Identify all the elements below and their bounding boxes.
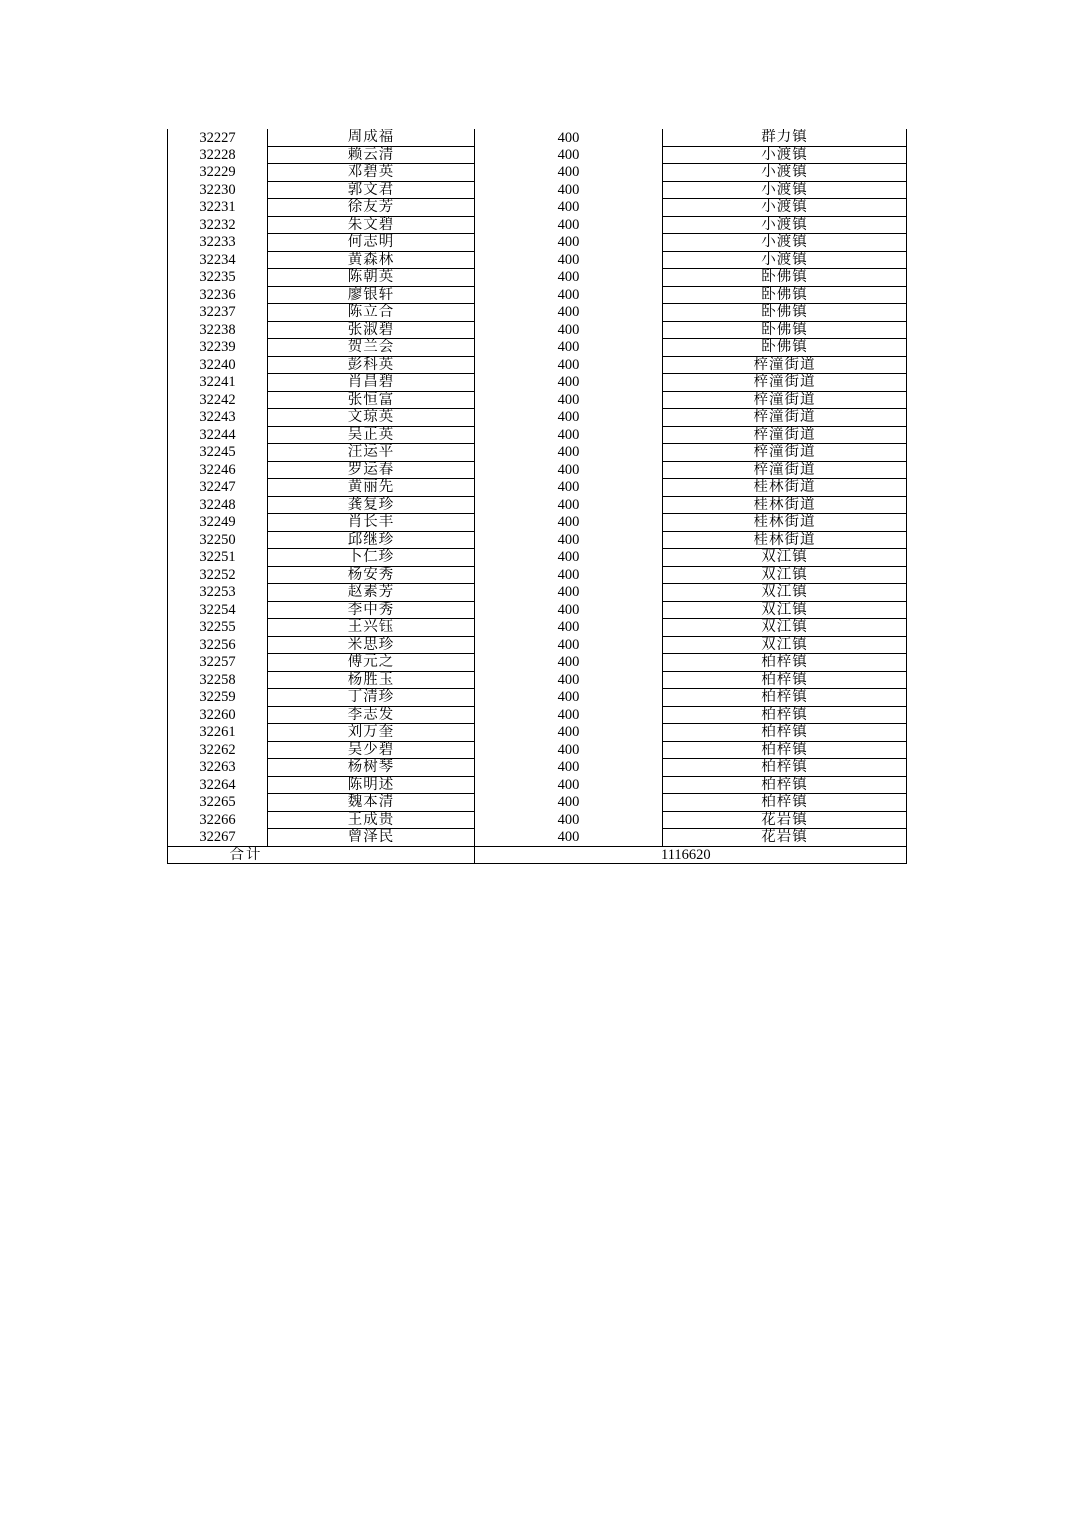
- table-row: [168, 741, 907, 759]
- town-cell: 卧佛镇: [663, 339, 907, 357]
- name-cell: 肖昌碧: [268, 374, 475, 392]
- amount-cell: 400: [475, 514, 663, 532]
- table-row: [168, 776, 907, 794]
- name-cell: 赵素芳: [268, 584, 475, 602]
- amount-cell: 400: [475, 286, 663, 304]
- id-cell: 32257: [168, 654, 268, 672]
- amount-cell: 400: [475, 216, 663, 234]
- total-label: 合计: [168, 846, 475, 864]
- name-cell: 汪运平: [268, 444, 475, 462]
- table-row: [168, 199, 907, 217]
- name-cell: 文琼英: [268, 409, 475, 427]
- town-cell: 花岩镇: [663, 829, 907, 847]
- amount-cell: 400: [475, 199, 663, 217]
- town-cell: 小渡镇: [663, 251, 907, 269]
- name-cell: 吴正英: [268, 426, 475, 444]
- amount-cell: 400: [475, 724, 663, 742]
- amount-cell: 400: [475, 706, 663, 724]
- town-cell: 群力镇: [663, 129, 907, 146]
- name-cell: 彭科英: [268, 356, 475, 374]
- name-cell: 郭文君: [268, 181, 475, 199]
- amount-cell: 400: [475, 479, 663, 497]
- town-cell: 桂林街道: [663, 496, 907, 514]
- name-cell: 刘万奎: [268, 724, 475, 742]
- town-cell: 双江镇: [663, 566, 907, 584]
- town-cell: 小渡镇: [663, 181, 907, 199]
- amount-cell: 400: [475, 636, 663, 654]
- name-cell: 王成贵: [268, 811, 475, 829]
- name-cell: 张恒富: [268, 391, 475, 409]
- table-row: [168, 444, 907, 462]
- table-row: [168, 234, 907, 252]
- table-row: [168, 251, 907, 269]
- amount-cell: 400: [475, 741, 663, 759]
- table-body: [168, 129, 907, 864]
- town-cell: 双江镇: [663, 549, 907, 567]
- table-row: [168, 584, 907, 602]
- id-cell: 32264: [168, 776, 268, 794]
- town-cell: 梓潼街道: [663, 391, 907, 409]
- id-cell: 32239: [168, 339, 268, 357]
- subsidy-table: [167, 129, 907, 864]
- name-cell: 杨胜玉: [268, 671, 475, 689]
- name-cell: 贺兰会: [268, 339, 475, 357]
- name-cell: 陈明述: [268, 776, 475, 794]
- town-cell: 花岩镇: [663, 811, 907, 829]
- name-cell: 卜仁珍: [268, 549, 475, 567]
- town-cell: 桂林街道: [663, 531, 907, 549]
- table-row: [168, 216, 907, 234]
- id-cell: 32238: [168, 321, 268, 339]
- town-cell: 柏梓镇: [663, 671, 907, 689]
- table-row: [168, 181, 907, 199]
- amount-cell: 400: [475, 461, 663, 479]
- table-row: [168, 531, 907, 549]
- amount-cell: 400: [475, 321, 663, 339]
- amount-cell: 400: [475, 251, 663, 269]
- table-row: [168, 514, 907, 532]
- town-cell: 柏梓镇: [663, 794, 907, 812]
- town-cell: 梓潼街道: [663, 409, 907, 427]
- id-cell: 32244: [168, 426, 268, 444]
- name-cell: 黄丽先: [268, 479, 475, 497]
- name-cell: 龚复珍: [268, 496, 475, 514]
- table-row: [168, 601, 907, 619]
- table-row: [168, 339, 907, 357]
- town-cell: 小渡镇: [663, 164, 907, 182]
- id-cell: 32248: [168, 496, 268, 514]
- amount-cell: 400: [475, 794, 663, 812]
- table-row: [168, 549, 907, 567]
- town-cell: 双江镇: [663, 601, 907, 619]
- id-cell: 32250: [168, 531, 268, 549]
- id-cell: 32255: [168, 619, 268, 637]
- name-cell: 朱文碧: [268, 216, 475, 234]
- amount-cell: 400: [475, 566, 663, 584]
- id-cell: 32254: [168, 601, 268, 619]
- amount-cell: 400: [475, 164, 663, 182]
- amount-cell: 400: [475, 129, 663, 146]
- table-row: [168, 286, 907, 304]
- town-cell: 卧佛镇: [663, 286, 907, 304]
- name-cell: 李中秀: [268, 601, 475, 619]
- table-row: [168, 164, 907, 182]
- id-cell: 32240: [168, 356, 268, 374]
- town-cell: 小渡镇: [663, 216, 907, 234]
- table-row: [168, 461, 907, 479]
- table-row: [168, 304, 907, 322]
- table-row: [168, 689, 907, 707]
- id-cell: 32265: [168, 794, 268, 812]
- id-cell: 32262: [168, 741, 268, 759]
- id-cell: 32227: [168, 129, 268, 146]
- table-row: [168, 654, 907, 672]
- id-cell: 32228: [168, 146, 268, 164]
- name-cell: 周成福: [268, 129, 475, 146]
- name-cell: 何志明: [268, 234, 475, 252]
- name-cell: 赖云清: [268, 146, 475, 164]
- id-cell: 32242: [168, 391, 268, 409]
- amount-cell: 400: [475, 339, 663, 357]
- table-row: [168, 566, 907, 584]
- table-row: [168, 706, 907, 724]
- name-cell: 丁清珍: [268, 689, 475, 707]
- table-row: [168, 374, 907, 392]
- town-cell: 柏梓镇: [663, 776, 907, 794]
- name-cell: 陈朝英: [268, 269, 475, 287]
- name-cell: 廖银轩: [268, 286, 475, 304]
- amount-cell: 400: [475, 496, 663, 514]
- town-cell: 柏梓镇: [663, 741, 907, 759]
- town-cell: 柏梓镇: [663, 706, 907, 724]
- name-cell: 张淑碧: [268, 321, 475, 339]
- town-cell: 柏梓镇: [663, 724, 907, 742]
- id-cell: 32260: [168, 706, 268, 724]
- town-cell: 双江镇: [663, 636, 907, 654]
- name-cell: 吴少碧: [268, 741, 475, 759]
- id-cell: 32237: [168, 304, 268, 322]
- id-cell: 32249: [168, 514, 268, 532]
- name-cell: 杨树琴: [268, 759, 475, 777]
- name-cell: 杨安秀: [268, 566, 475, 584]
- town-cell: 小渡镇: [663, 146, 907, 164]
- id-cell: 32247: [168, 479, 268, 497]
- name-cell: 肖长丰: [268, 514, 475, 532]
- amount-cell: 400: [475, 374, 663, 392]
- table-row: [168, 636, 907, 654]
- amount-cell: 400: [475, 531, 663, 549]
- amount-cell: 400: [475, 829, 663, 847]
- id-cell: 32241: [168, 374, 268, 392]
- town-cell: 梓潼街道: [663, 356, 907, 374]
- town-cell: 小渡镇: [663, 199, 907, 217]
- id-cell: 32253: [168, 584, 268, 602]
- name-cell: 黄森林: [268, 251, 475, 269]
- total-row: [168, 846, 907, 864]
- amount-cell: 400: [475, 409, 663, 427]
- amount-cell: 400: [475, 234, 663, 252]
- table-row: [168, 146, 907, 164]
- table-row: [168, 479, 907, 497]
- table-row: [168, 409, 907, 427]
- name-cell: 罗运春: [268, 461, 475, 479]
- town-cell: 小渡镇: [663, 234, 907, 252]
- id-cell: 32235: [168, 269, 268, 287]
- name-cell: 米思珍: [268, 636, 475, 654]
- amount-cell: 400: [475, 444, 663, 462]
- id-cell: 32243: [168, 409, 268, 427]
- table-row: [168, 129, 907, 146]
- table-row: [168, 759, 907, 777]
- id-cell: 32233: [168, 234, 268, 252]
- id-cell: 32245: [168, 444, 268, 462]
- table-row: [168, 829, 907, 847]
- id-cell: 32230: [168, 181, 268, 199]
- name-cell: 李志发: [268, 706, 475, 724]
- table-row: [168, 794, 907, 812]
- table-row: [168, 724, 907, 742]
- id-cell: 32229: [168, 164, 268, 182]
- table-row: [168, 426, 907, 444]
- table-row: [168, 671, 907, 689]
- id-cell: 32261: [168, 724, 268, 742]
- id-cell: 32259: [168, 689, 268, 707]
- amount-cell: 400: [475, 811, 663, 829]
- amount-cell: 400: [475, 146, 663, 164]
- town-cell: 梓潼街道: [663, 444, 907, 462]
- town-cell: 双江镇: [663, 619, 907, 637]
- name-cell: 傅元之: [268, 654, 475, 672]
- table-row: [168, 321, 907, 339]
- name-cell: 陈立合: [268, 304, 475, 322]
- id-cell: 32252: [168, 566, 268, 584]
- town-cell: 卧佛镇: [663, 269, 907, 287]
- id-cell: 32267: [168, 829, 268, 847]
- town-cell: 双江镇: [663, 584, 907, 602]
- name-cell: 邱继珍: [268, 531, 475, 549]
- amount-cell: 400: [475, 356, 663, 374]
- amount-cell: 400: [475, 759, 663, 777]
- total-value: 1116620: [475, 846, 907, 864]
- town-cell: 柏梓镇: [663, 689, 907, 707]
- name-cell: 徐友芳: [268, 199, 475, 217]
- amount-cell: 400: [475, 426, 663, 444]
- table-row: [168, 356, 907, 374]
- name-cell: 魏本清: [268, 794, 475, 812]
- amount-cell: 400: [475, 391, 663, 409]
- id-cell: 32263: [168, 759, 268, 777]
- name-cell: 邓碧英: [268, 164, 475, 182]
- table-row: [168, 496, 907, 514]
- amount-cell: 400: [475, 776, 663, 794]
- town-cell: 柏梓镇: [663, 654, 907, 672]
- id-cell: 32234: [168, 251, 268, 269]
- id-cell: 32256: [168, 636, 268, 654]
- town-cell: 梓潼街道: [663, 461, 907, 479]
- id-cell: 32258: [168, 671, 268, 689]
- town-cell: 桂林街道: [663, 479, 907, 497]
- town-cell: 柏梓镇: [663, 759, 907, 777]
- id-cell: 32236: [168, 286, 268, 304]
- id-cell: 32246: [168, 461, 268, 479]
- amount-cell: 400: [475, 584, 663, 602]
- town-cell: 梓潼街道: [663, 426, 907, 444]
- id-cell: 32266: [168, 811, 268, 829]
- id-cell: 32231: [168, 199, 268, 217]
- town-cell: 卧佛镇: [663, 321, 907, 339]
- id-cell: 32251: [168, 549, 268, 567]
- amount-cell: 400: [475, 671, 663, 689]
- id-cell: 32232: [168, 216, 268, 234]
- name-cell: 曾泽民: [268, 829, 475, 847]
- amount-cell: 400: [475, 181, 663, 199]
- table-row: [168, 619, 907, 637]
- table-row: [168, 811, 907, 829]
- amount-cell: 400: [475, 304, 663, 322]
- town-cell: 卧佛镇: [663, 304, 907, 322]
- amount-cell: 400: [475, 654, 663, 672]
- amount-cell: 400: [475, 269, 663, 287]
- amount-cell: 400: [475, 601, 663, 619]
- table-row: [168, 269, 907, 287]
- town-cell: 梓潼街道: [663, 374, 907, 392]
- amount-cell: 400: [475, 619, 663, 637]
- amount-cell: 400: [475, 549, 663, 567]
- name-cell: 王兴钰: [268, 619, 475, 637]
- town-cell: 桂林街道: [663, 514, 907, 532]
- amount-cell: 400: [475, 689, 663, 707]
- table-row: [168, 391, 907, 409]
